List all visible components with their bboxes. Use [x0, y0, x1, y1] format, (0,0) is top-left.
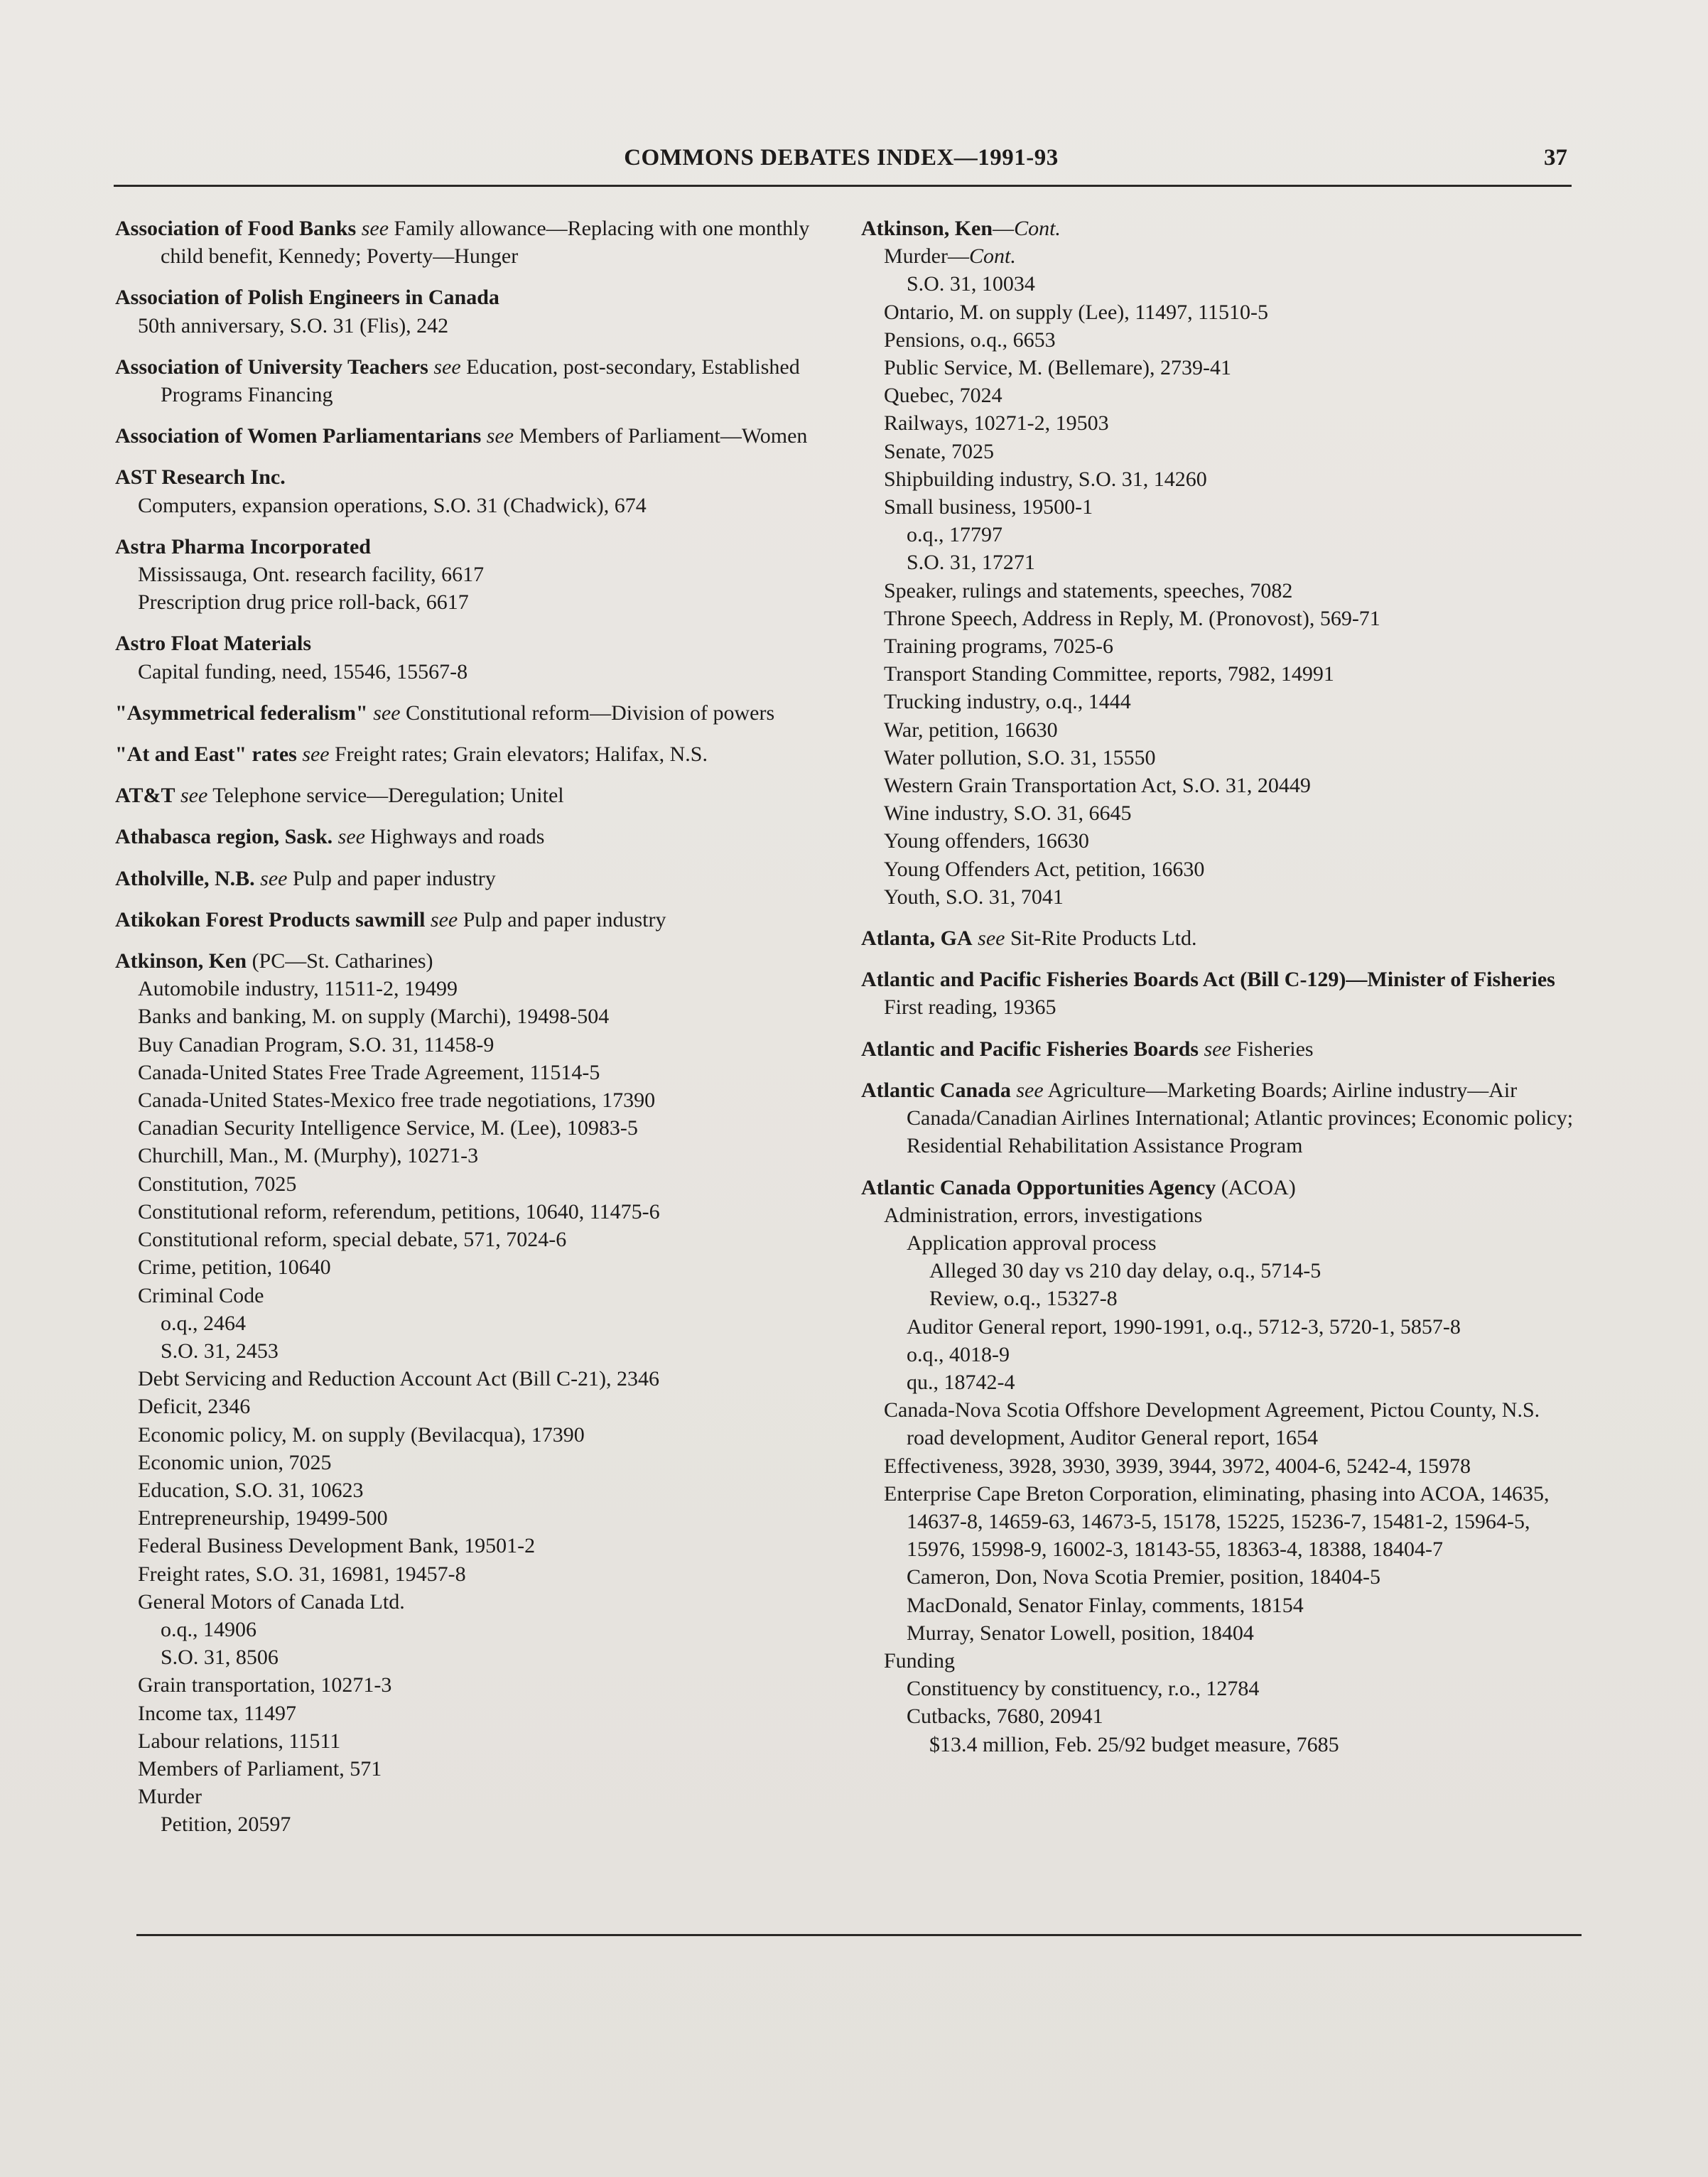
entry-rest: Sit-Rite Products Ltd. [1005, 927, 1197, 951]
entry-subheading [115, 1671, 836, 1699]
see-reference-marker: see [1204, 1037, 1231, 1061]
see-reference-marker: see [180, 784, 208, 808]
subheading-text: Alleged 30 day vs 210 day delay, o.q., 5714-5 [929, 1259, 1321, 1283]
subheading-text: Economic union, 7025 [138, 1450, 332, 1474]
see-reference-marker: see [433, 355, 461, 379]
index-entry [861, 1076, 1582, 1160]
subheading-text: Public Service, M. (Bellemare), 2739-41 [884, 356, 1232, 380]
subheading-text: Automobile industry, 11511-2, 19499 [138, 977, 458, 1001]
subheading-text: General Motors of Canada Ltd. [138, 1589, 405, 1614]
subheading-text: o.q., 14906 [161, 1617, 256, 1641]
entry-subheading [861, 744, 1582, 772]
entry-subheading [861, 1313, 1582, 1341]
subheading-text: Petition, 20597 [161, 1813, 291, 1837]
subheading-text: Canadian Security Intelligence Service, M. (Lee), 10983-5 [138, 1116, 638, 1140]
entry-subheading [861, 799, 1582, 827]
entry-heading [115, 865, 836, 892]
entry-term: "Asymmetrical federalism" [115, 701, 368, 725]
entry-heading [115, 283, 836, 311]
entry-subheading [861, 1257, 1582, 1285]
entry-subheading [115, 975, 836, 1003]
entry-term: Association of Polish Engineers in Canada [115, 286, 499, 310]
subheading-text: Crime, petition, 10640 [138, 1255, 331, 1280]
subheading-text: Churchill, Man., M. (Murphy), 10271-3 [138, 1144, 479, 1168]
index-entry [861, 1174, 1582, 1759]
entry-heading [115, 215, 836, 270]
subheading-text: Throne Speech, Address in Reply, M. (Pronovost), 569-71 [884, 606, 1380, 630]
subheading-text: Effectiveness, 3928, 3930, 3939, 3944, 3972, 4004-6, 5242-4, 15978 [884, 1454, 1471, 1478]
see-reference-marker: see [337, 825, 365, 849]
subheading-text: Western Grain Transportation Act, S.O. 31, 20449 [884, 774, 1311, 798]
entry-term: Atlantic Canada [861, 1078, 1011, 1102]
entry-subheading [861, 521, 1582, 549]
index-entry [115, 353, 836, 409]
entry-heading [115, 630, 836, 657]
entry-subheading [861, 409, 1582, 437]
see-reference-marker: see [430, 907, 458, 931]
see-reference-marker: see [1016, 1078, 1044, 1102]
entry-subheading [115, 1449, 836, 1476]
entry-heading [115, 782, 836, 809]
page-number: 37 [1544, 145, 1567, 171]
entry-subheading [861, 660, 1582, 688]
index-entry [115, 215, 836, 270]
subheading-text: Ontario, M. on supply (Lee), 11497, 11510-5 [884, 300, 1269, 324]
entry-subheading [115, 1114, 836, 1142]
entry-subheading [861, 1396, 1582, 1452]
entry-rest: (PC—St. Catharines) [247, 949, 433, 973]
subheading-text: Pensions, o.q., 6653 [884, 328, 1056, 352]
entry-subheading [861, 993, 1582, 1021]
see-reference-marker: see [260, 866, 288, 890]
entry-subheading [861, 1341, 1582, 1368]
entry-subheading [115, 1337, 836, 1365]
subheading-text: Wine industry, S.O. 31, 6645 [884, 801, 1132, 826]
entry-term: Astro Float Materials [115, 632, 312, 656]
subheading-text: o.q., 4018-9 [907, 1342, 1010, 1366]
entry-rest: Pulp and paper industry [287, 866, 496, 890]
entry-term: Atholville, N.B. [115, 866, 255, 890]
entry-rest: Constitutional reform—Division of powers [400, 701, 775, 725]
subheading-text: Members of Parliament, 571 [138, 1756, 382, 1781]
entry-subheading [861, 716, 1582, 744]
subheading-text: Senate, 7025 [884, 439, 994, 463]
entry-subheading [861, 605, 1582, 632]
entry-subheading [115, 1421, 836, 1449]
entry-term: Atlantic and Pacific Fisheries Boards Act (Bill C-129)—Minister of Fisheries [861, 968, 1555, 992]
entry-subheading [115, 1700, 836, 1727]
subheading-text: Federal Business Development Bank, 19501-2 [138, 1534, 536, 1558]
subheading-text: Trucking industry, o.q., 1444 [884, 690, 1131, 714]
entry-rest: Family allowance—Replacing with one monthly child benefit, Kennedy; Poverty—Hunger [161, 217, 810, 269]
subheading-text: S.O. 31, 17271 [907, 551, 1035, 575]
subheading-text: qu., 18742-4 [907, 1370, 1015, 1394]
entry-subheading [115, 1783, 836, 1810]
entry-subheading [115, 1003, 836, 1030]
subheading-text: Labour relations, 11511 [138, 1729, 341, 1753]
entry-subheading [115, 1755, 836, 1783]
entry-rest: Pulp and paper industry [458, 907, 666, 931]
subheading-text: Entrepreneurship, 19499-500 [138, 1506, 388, 1530]
entry-heading [115, 353, 836, 409]
entry-subheading [115, 588, 836, 616]
entry-subheading [115, 1393, 836, 1420]
index-entry [861, 215, 1582, 911]
entry-rest: Fisheries [1231, 1037, 1314, 1061]
subheading-text: Transport Standing Committee, reports, 7982, 14991 [884, 662, 1334, 686]
entry-term: Atkinson, Ken [115, 949, 247, 973]
continued-marker: Cont. [1014, 217, 1061, 240]
index-entry [115, 823, 836, 850]
subheading-text: Young offenders, 16630 [884, 829, 1089, 853]
index-entry [861, 924, 1582, 952]
subheading-text: Buy Canadian Program, S.O. 31, 11458-9 [138, 1032, 494, 1057]
subheading-text: Speaker, rulings and statements, speeches, 7082 [884, 578, 1293, 603]
entry-subheading [115, 1365, 836, 1393]
entry-subheading [861, 465, 1582, 493]
index-entry [115, 740, 836, 768]
entry-rest: (ACOA) [1216, 1175, 1296, 1199]
entry-subheading [861, 493, 1582, 521]
entry-rest: Education, post-secondary, Established Programs Financing [161, 355, 800, 407]
entry-subheading [861, 354, 1582, 382]
entry-subheading [115, 1560, 836, 1588]
header-rule [114, 185, 1572, 187]
entry-rest: Members of Parliament—Women [514, 424, 808, 448]
entry-subheading [115, 1142, 836, 1169]
index-entry [861, 1035, 1582, 1063]
subheading-text: Capital funding, need, 15546, 15567-8 [138, 659, 468, 684]
entry-subheading [115, 1588, 836, 1616]
entry-subheading [861, 1480, 1582, 1564]
index-entry [861, 966, 1582, 1021]
entry-subheading [861, 549, 1582, 576]
entry-subheading [861, 298, 1582, 326]
entry-heading [115, 740, 836, 768]
entry-heading [115, 823, 836, 850]
see-reference-marker: see [978, 927, 1005, 951]
entry-term: Atkinson, Ken [861, 217, 993, 240]
index-column-left [115, 215, 836, 1852]
entry-subheading [861, 1452, 1582, 1480]
see-reference-marker: see [361, 217, 389, 240]
entry-subheading [115, 1086, 836, 1114]
subheading-text: Administration, errors, investigations [884, 1203, 1203, 1227]
subheading-text: Young Offenders Act, petition, 16630 [884, 857, 1205, 881]
entry-term: Association of Food Banks [115, 217, 357, 240]
subheading-text: Freight rates, S.O. 31, 16981, 19457-8 [138, 1562, 466, 1586]
subheading-text: Income tax, 11497 [138, 1701, 296, 1725]
entry-subheading [861, 1285, 1582, 1312]
entry-term: "At and East" rates [115, 742, 297, 767]
subheading-text: Constitution, 7025 [138, 1172, 297, 1196]
entry-heading [115, 422, 836, 450]
subheading-text: Constituency by constituency, r.o., 12784 [907, 1677, 1260, 1701]
entry-term: AT&T [115, 784, 175, 808]
subheading-text: Railways, 10271-2, 19503 [884, 411, 1109, 436]
subheading-text: S.O. 31, 2453 [161, 1339, 279, 1363]
subheading-text: Youth, S.O. 31, 7041 [884, 885, 1064, 909]
subheading-text: Training programs, 7025-6 [884, 634, 1114, 659]
entry-subheading [861, 1201, 1582, 1229]
entry-heading [115, 463, 836, 491]
entry-subheading [861, 326, 1582, 354]
entry-subheading [115, 1727, 836, 1755]
entry-subheading [861, 883, 1582, 911]
index-entry [115, 533, 836, 617]
subheading-text: Funding [884, 1648, 956, 1673]
entry-subheading [861, 1675, 1582, 1702]
index-entry [115, 865, 836, 892]
subheading-text: Education, S.O. 31, 10623 [138, 1478, 364, 1502]
entry-subheading [861, 1563, 1582, 1591]
index-entry [115, 947, 836, 1839]
subheading-text: Small business, 19500-1 [884, 495, 1093, 519]
subheading-text: Economic policy, M. on supply (Bevilacqua), 17390 [138, 1422, 585, 1447]
entry-subheading [115, 561, 836, 588]
subheading-text: Auditor General report, 1990-1991, o.q., 5712-3, 5720-1, 5857-8 [907, 1314, 1461, 1339]
entry-subheading [115, 658, 836, 686]
entry-heading [861, 215, 1582, 242]
subheading-text: Water pollution, S.O. 31, 15550 [884, 745, 1156, 769]
index-entry [115, 699, 836, 727]
subheading-text: First reading, 19365 [884, 995, 1056, 1020]
entry-subheading [115, 1198, 836, 1226]
entry-subheading [115, 1616, 836, 1643]
entry-rest: — [993, 217, 1015, 240]
subheading-text: Review, o.q., 15327-8 [929, 1287, 1118, 1311]
entry-subheading [115, 1309, 836, 1337]
entry-subheading [861, 1731, 1582, 1759]
subheading-text: Application approval process [907, 1231, 1157, 1255]
entry-subheading [115, 1532, 836, 1560]
entry-subheading [115, 1226, 836, 1253]
entry-heading [861, 1035, 1582, 1063]
subheading-text: S.O. 31, 8506 [161, 1646, 279, 1670]
entry-subheading [861, 827, 1582, 855]
entry-term: Atikokan Forest Products sawmill [115, 907, 426, 931]
subheading-text: S.O. 31, 10034 [907, 272, 1035, 296]
entry-heading [115, 699, 836, 727]
entry-term: Atlanta, GA [861, 927, 973, 951]
subheading-text: Canada-United States Free Trade Agreement, 11514-5 [138, 1060, 600, 1084]
subheading-text: Prescription drug price roll-back, 6617 [138, 590, 469, 615]
entry-subheading [115, 1810, 836, 1838]
entry-subheading [115, 1170, 836, 1198]
subheading-text: $13.4 million, Feb. 25/92 budget measure, 7685 [929, 1732, 1339, 1756]
see-reference-marker: see [302, 742, 330, 767]
subheading-text: Cutbacks, 7680, 20941 [907, 1705, 1103, 1729]
subheading-text: Canada-United States-Mexico free trade negotiations, 17390 [138, 1088, 656, 1113]
entry-subheading [115, 492, 836, 519]
entry-term: Athabasca region, Sask. [115, 825, 333, 849]
subheading-text: Computers, expansion operations, S.O. 31 (Chadwick), 674 [138, 493, 647, 517]
entry-subheading [861, 1619, 1582, 1647]
entry-subheading [861, 772, 1582, 799]
index-entry [115, 782, 836, 809]
entry-heading [861, 924, 1582, 952]
entry-subheading [115, 1476, 836, 1504]
entry-subheading [115, 1643, 836, 1671]
entry-term: Atlantic and Pacific Fisheries Boards [861, 1037, 1199, 1061]
entry-subheading [861, 1592, 1582, 1619]
entry-subheading [115, 1031, 836, 1059]
entry-subheading [115, 1504, 836, 1532]
entry-heading [861, 1174, 1582, 1201]
subheading-text: Murder [138, 1785, 202, 1809]
entry-heading [115, 533, 836, 561]
subheading-text: Murray, Senator Lowell, position, 18404 [907, 1621, 1254, 1645]
entry-subheading [861, 1229, 1582, 1257]
entry-rest: Freight rates; Grain elevators; Halifax, N.S. [329, 742, 708, 767]
subheading-text: Murder— [884, 244, 969, 269]
subheading-text: Mississauga, Ont. research facility, 6617 [138, 563, 485, 587]
entry-subheading [861, 382, 1582, 409]
entry-subheading [861, 270, 1582, 298]
subheading-text: Debt Servicing and Reduction Account Act (Bill C-21), 2346 [138, 1367, 660, 1391]
entry-subheading [115, 312, 836, 340]
index-entry [115, 283, 836, 339]
entry-subheading [115, 1282, 836, 1309]
subheading-text: Quebec, 7024 [884, 384, 1002, 408]
entry-subheading [861, 1647, 1582, 1675]
entry-subheading [861, 855, 1582, 883]
entry-subheading [115, 1059, 836, 1086]
entry-subheading [115, 1253, 836, 1281]
subheading-text: Cameron, Don, Nova Scotia Premier, position, 18404-5 [907, 1565, 1381, 1589]
subheading-text: MacDonald, Senator Finlay, comments, 18154 [907, 1593, 1304, 1617]
subheading-text: 50th anniversary, S.O. 31 (Flis), 242 [138, 313, 449, 337]
index-entry [115, 422, 836, 450]
entry-heading [115, 947, 836, 975]
page-header [115, 145, 1567, 180]
entry-subheading [861, 242, 1582, 270]
subheading-text: o.q., 2464 [161, 1311, 246, 1335]
subheading-text: Banks and banking, M. on supply (Marchi), 19498-504 [138, 1005, 610, 1029]
entry-rest: Agriculture—Marketing Boards; Airline industry—Air Canada/Canadian Airlines International; Atlantic provinces; Economic policy; Residential Rehabilitation Assistance Program [907, 1078, 1574, 1158]
subheading-text: Shipbuilding industry, S.O. 31, 14260 [884, 467, 1207, 491]
subheading-text: Grain transportation, 10271-3 [138, 1673, 392, 1697]
subheading-text: War, petition, 16630 [884, 718, 1058, 742]
entry-rest: Telephone service—Deregulation; Unitel [207, 784, 564, 808]
entry-rest: Highways and roads [364, 825, 545, 849]
subheading-text: o.q., 17797 [907, 523, 1002, 547]
entry-term: Atlantic Canada Opportunities Agency [861, 1175, 1216, 1199]
index-entry [115, 463, 836, 519]
entry-subheading [861, 1368, 1582, 1396]
entry-term: Association of University Teachers [115, 355, 428, 379]
index-entry [115, 906, 836, 934]
subheading-text: Criminal Code [138, 1283, 264, 1307]
entry-heading [861, 966, 1582, 993]
subheading-text: Canada-Nova Scotia Offshore Development Agreement, Pictou County, N.S. road development, Auditor General report, 1654 [884, 1398, 1540, 1450]
entry-subheading [861, 1702, 1582, 1730]
subheading-text: Constitutional reform, special debate, 571, 7024-6 [138, 1228, 567, 1252]
subheading-text: Enterprise Cape Breton Corporation, eliminating, phasing into ACOA, 14635, 14637-8, 14659-63, 14673-5, 15178, 15225, 15236-7, 15481-2, 15964-5, 15976, 15998-9, 16002-3, 18143-55, 18363-4, 18388, 18404-7 [884, 1481, 1550, 1562]
entry-subheading [861, 632, 1582, 660]
entry-heading [115, 906, 836, 934]
entry-term: Association of Women Parliamentarians [115, 424, 482, 448]
subheading-text: Deficit, 2346 [138, 1395, 251, 1419]
index-column-right [861, 215, 1582, 1772]
entry-heading [861, 1076, 1582, 1160]
entry-subheading [861, 688, 1582, 715]
entry-subheading [861, 577, 1582, 605]
continued-marker: Cont. [968, 244, 1016, 269]
subheading-text: Constitutional reform, referendum, petitions, 10640, 11475-6 [138, 1199, 660, 1223]
entry-term: AST Research Inc. [115, 465, 286, 490]
index-entry [115, 630, 836, 685]
entry-term: Astra Pharma Incorporated [115, 534, 371, 558]
footer-rule [136, 1934, 1582, 1936]
see-reference-marker: see [486, 424, 514, 448]
see-reference-marker: see [373, 701, 401, 725]
entry-subheading [861, 438, 1582, 465]
page-title: COMMONS DEBATES INDEX—1991-93 [624, 145, 1059, 171]
